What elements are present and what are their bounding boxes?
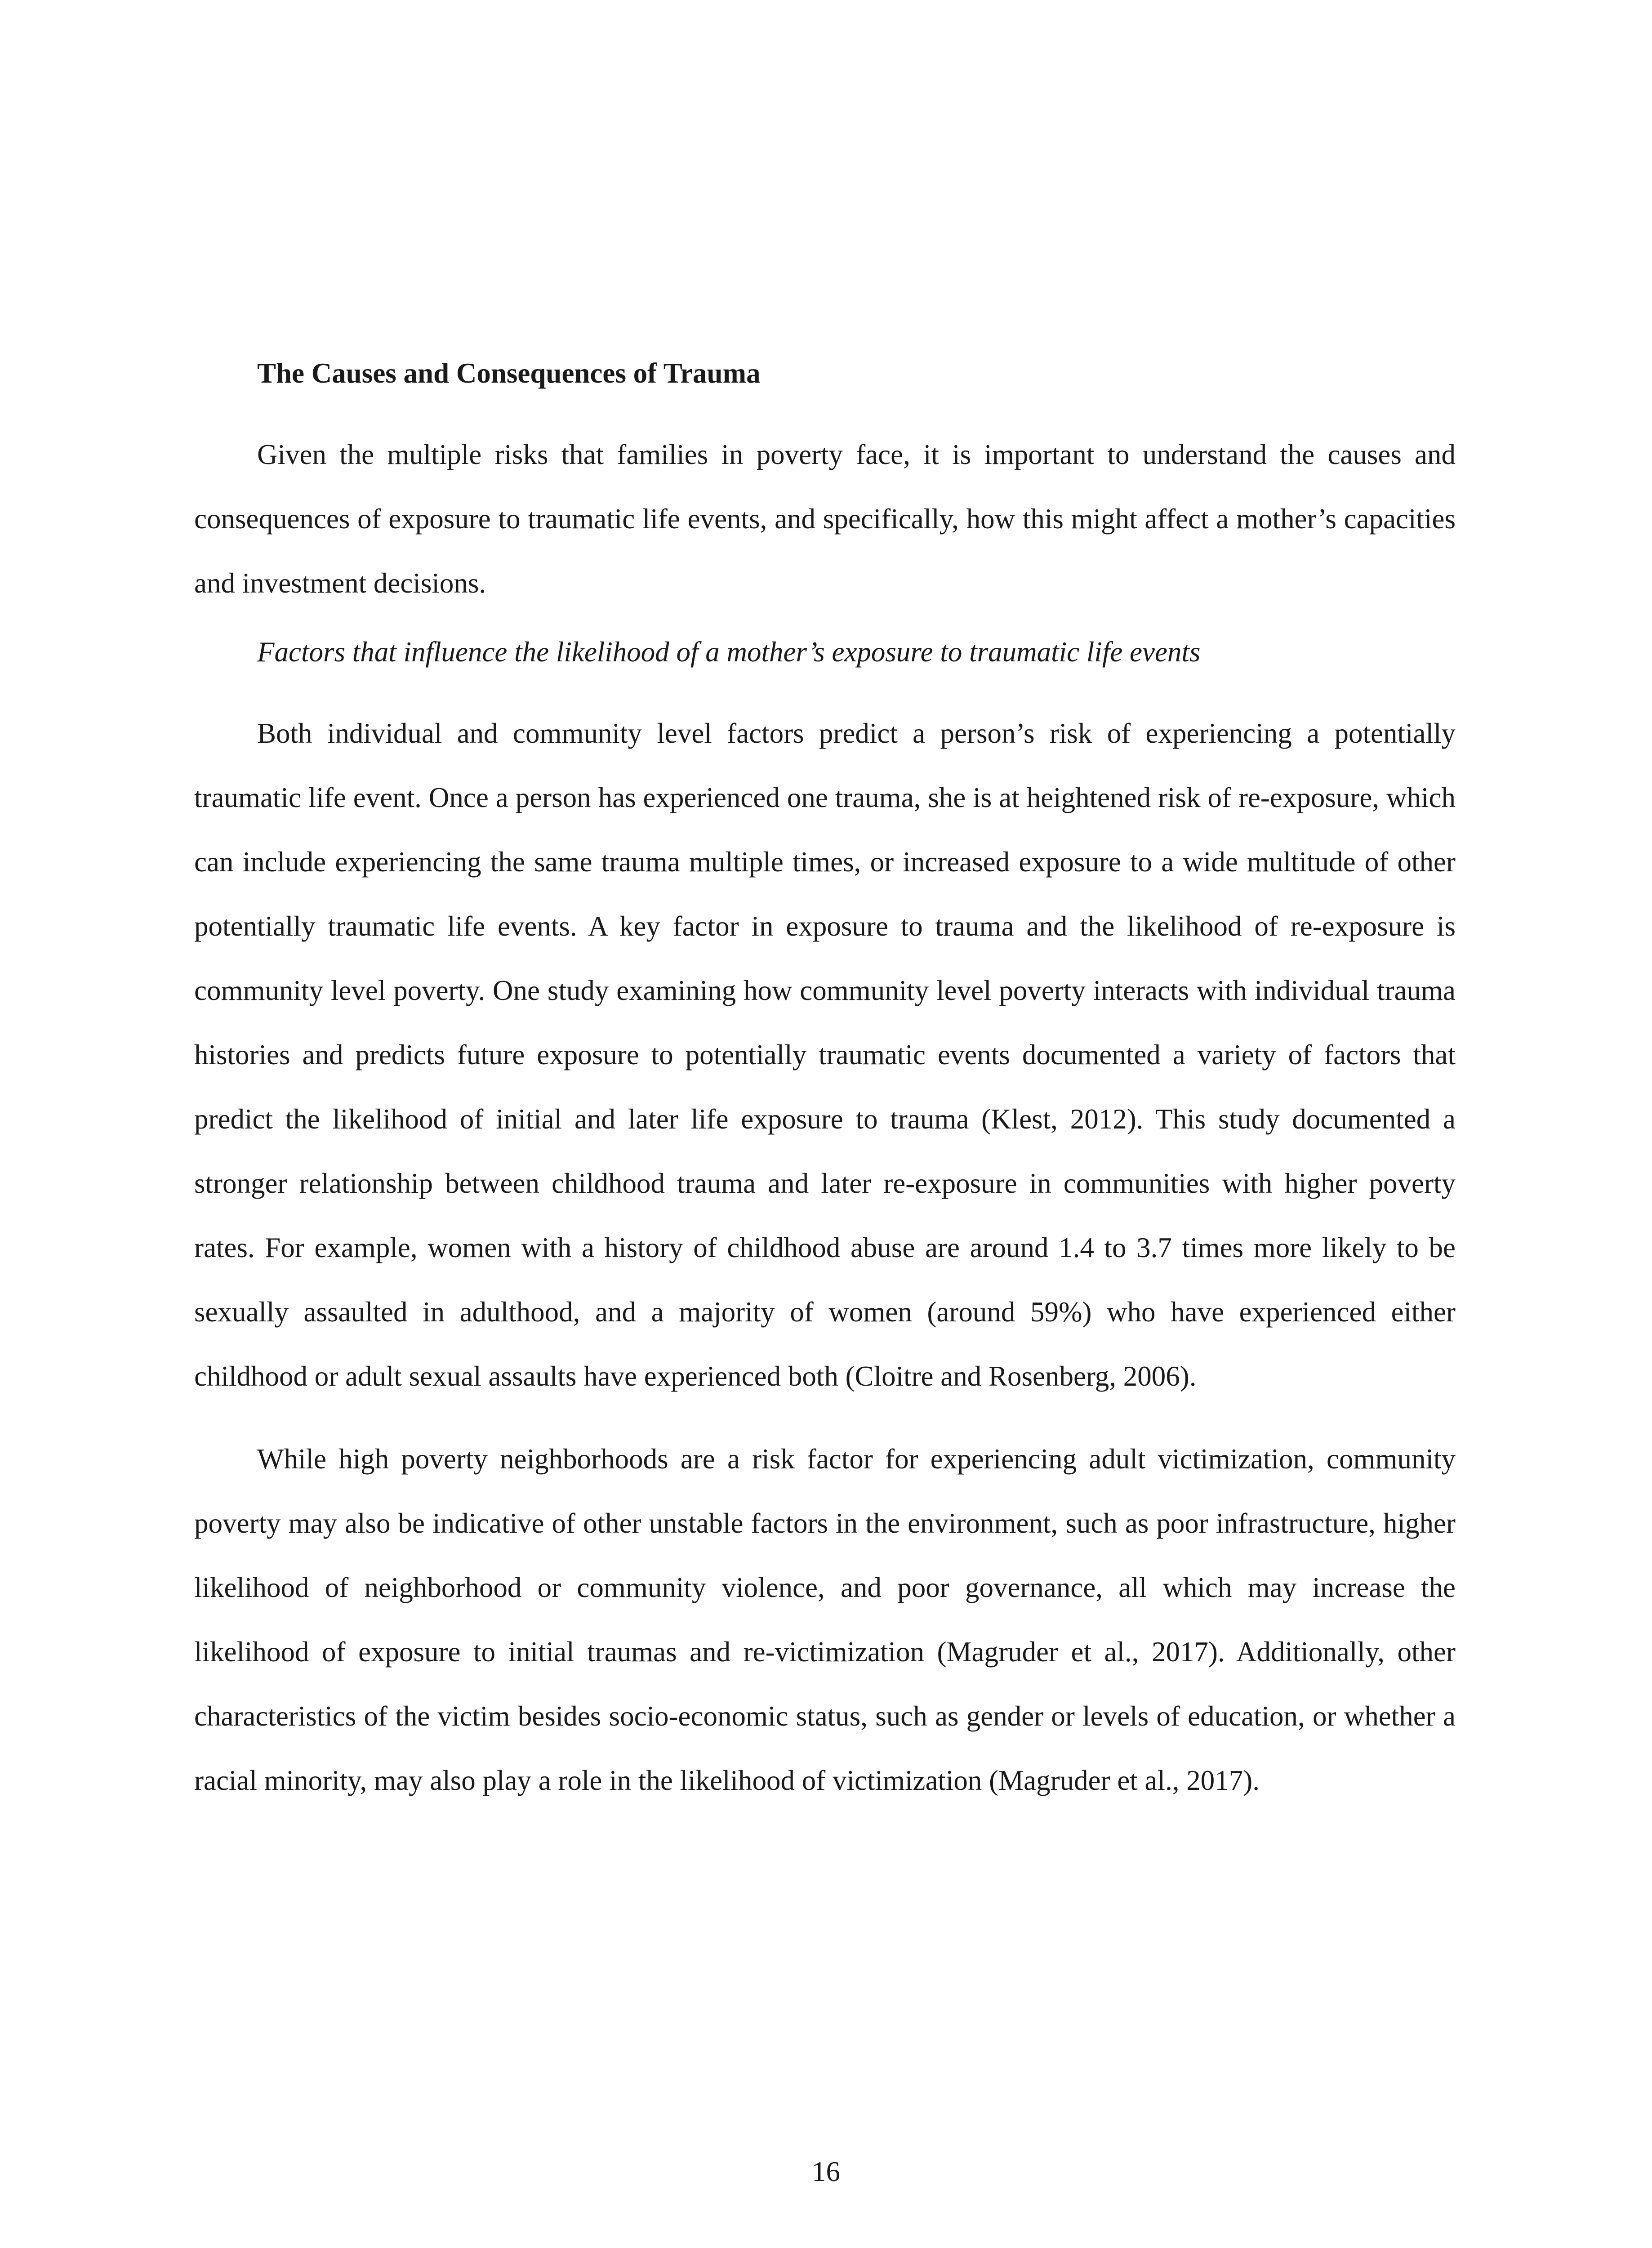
subsection-heading: Factors that influence the likelihood of a mother’s exposure to traumatic life events	[257, 636, 1201, 668]
page-number: 16	[812, 2156, 840, 2187]
body-paragraph: Both individual and community level factors predict a person’s risk of experiencing a potentially traumatic life event. Once a person has experienced one trauma, she is at heightened risk of re-exposure, which can include experiencing the same trauma multiple times, or increased exposure to a wide multitude of other potentially traumatic life events. A key factor in exposure to trauma and the likelihood of re-exposure is community level poverty. One study examining how community level poverty interacts with individual trauma histories and predicts future exposure to potentially traumatic events documented a variety of factors that predict the likelihood of initial and later life exposure to trauma (Klest, 2012). This study documented a stronger relationship between childhood trauma and later re-exposure in communities with higher poverty rates. For example, women with a history of childhood abuse are around 1.4 to 3.7 times more likely to be sexually assaulted in adulthood, and a majority of women (around 59%) who have experienced either childhood or adult sexual assaults have experienced both (Cloitre and Rosenberg, 2006).	[194, 718, 1456, 1392]
body-paragraph: Given the multiple risks that families in poverty face, it is important to understand the causes and consequences of exposure to traumatic life events, and specifically, how this might affect a mother’s capacities and investment decisions.	[194, 439, 1456, 599]
page-body	[194, 355, 1456, 1831]
section-heading: The Causes and Consequences of Trauma	[257, 357, 761, 389]
body-paragraph: While high poverty neighborhoods are a risk factor for experiencing adult victimization, community poverty may also be indicative of other unstable factors in the environment, such as poor infrastructure, higher likelihood of neighborhood or community violence, and poor governance, all which may increase the likelihood of exposure to initial traumas and re-victimization (Magruder et al., 2017). Additionally, other characteristics of the victim besides socio-economic status, such as gender or levels of education, or whether a racial minority, may also play a role in the likelihood of victimization (Magruder et al., 2017).	[194, 1443, 1456, 1796]
